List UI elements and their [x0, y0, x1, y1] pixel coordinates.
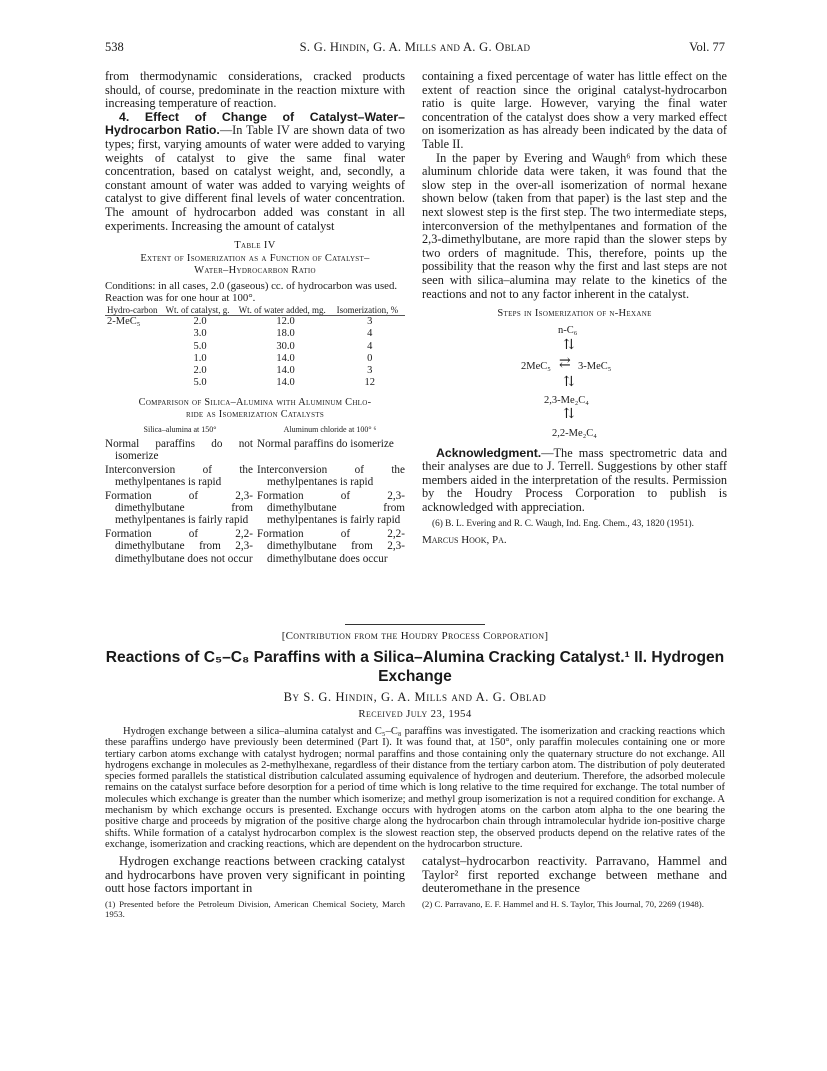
scheme-23-dimethylbutane: 2,3-Me₂C₄: [544, 395, 589, 407]
comparison-cell: Formation of 2,2-dimethylbutane from 2,3-dimethylbutane does occur: [257, 527, 405, 565]
comparison-title-line: Comparison of Silica–Alumina with Aluminum Chlo-: [138, 397, 372, 409]
table-row: [105, 377, 405, 389]
ack-text: —The mass spectrometric data and their analyses are due to J. Terrell. Suggestions by other staff members aided in the interpretation of the results. Permission by the Houdry Process Corporation to publish is acknowledged with appreciation.: [422, 445, 727, 515]
table-cell: [105, 353, 164, 365]
comparison-row: [105, 438, 405, 463]
table-cell: 30.0: [276, 340, 295, 352]
comparison-cell: Formation of 2,2-dimethylbutane from 2,3-dimethylbutane does not occur: [105, 527, 253, 565]
column-header: Wt. of water added, mg.: [237, 306, 335, 316]
table-caption: [105, 253, 405, 277]
table-row: [105, 316, 405, 329]
comparison-title-line: ride as Isomerization Catalysts: [185, 409, 325, 421]
table-cell: 4: [367, 340, 373, 352]
table-cell: 0: [367, 352, 373, 364]
equilibrium-arrow-icon: ⇄: [559, 356, 571, 372]
comparison-cell: Formation of 2,3-dimethylbutane from methylpentanes is fairly rapid: [257, 489, 405, 527]
equilibrium-arrow-icon: ⇅: [563, 338, 575, 354]
comparison-cell: Normal paraffins do isomerize: [257, 438, 394, 451]
table-cell: 2.0: [193, 365, 207, 377]
page-number: 538: [105, 40, 124, 54]
column-header: Hydro-carbon: [105, 306, 164, 316]
scheme-3-methylpentane: 3-MeC₅: [578, 361, 612, 373]
table-cell: 3.0: [193, 328, 207, 340]
table-caption-line: Water–Hydrocarbon Ratio: [194, 264, 316, 276]
volume-label: Vol. 77: [689, 40, 725, 54]
table-cell: [105, 328, 164, 340]
section-heading: 4. Effect of Change of Catalyst–Water–Hydrocarbon Ratio.: [105, 109, 405, 138]
comparison-subheader: Aluminum chloride at 100° ⁶: [283, 425, 377, 435]
left-column: [105, 70, 405, 566]
paragraph: In the paper by Evering and Waugh⁶ from which these aluminum chloride data were taken, it was found that the slow step in the over-all isomerization of normal hexane shown below (taken from that paper) is the last step and the next slowest step is the first step. The two intermediate steps, interconversion of the methylpentanes and formation of the 2,3-dimethylbutane, are more rapid than the slower steps by two orders of magnitude. This, therefore, points up the possibility that the reason why the first and last steps are not seen with silica–alumina may relate to the kinetics of the reactions and not to any factor inherent in the catalyst.: [422, 150, 727, 301]
isomerization-scheme: [422, 322, 727, 430]
table-cell: 12.0: [276, 316, 295, 328]
table-header-row: [105, 306, 405, 316]
contribution-line: [Contribution from the Houdry Process Corporation]: [281, 630, 549, 642]
table-row: [105, 353, 405, 365]
table-cell: 4: [367, 328, 373, 340]
table-cell: 3: [367, 316, 373, 328]
comparison-cell: Interconversion of the methylpentanes is rapid: [257, 463, 405, 489]
table-cell: 5.0: [193, 340, 207, 352]
acknowledgment: [422, 447, 727, 515]
location: Marcus Hook, Pa.: [422, 533, 507, 546]
table-row: [105, 328, 405, 340]
table-conditions: Conditions: in all cases, 2.0 (gaseous) cc. of hydrocarbon was used. Reaction was for one hour at 100°.: [105, 279, 398, 304]
paragraph: Hydrogen exchange reactions between cracking catalyst and hydrocarbons have proven very significant in pointing outt hose factors important in: [105, 854, 405, 896]
scheme-n-hexane: n-C₆: [558, 325, 578, 337]
table-cell: 3: [367, 365, 373, 377]
body-right-column: [422, 855, 727, 909]
abstract: Hydrogen exchange between a silica–alumina catalyst and C₅–C₈ paraffins was investigated. The isomerization and cracking reactions which these paraffins undergo have previously been determined (Part I). It was found that, at 150°, only paraffin molecules containing one or more tertiary carbon atoms exchange with catalyst hydrogen; normal paraffins and those containing only the quaternary structure do not exchange. All hydrogens exchange in molecules as 2-methylhexane, regardless of their distance from the tertiary carbon atom. The distribution of poly deuterated species formed parallels the statistical distribution calculated assuming equivalence of hydrogen and deuterium. Therefore, the adsorbed molecule remains on the catalyst surface before desorption for a period of time which is long relative to the time required for exchange. The total number of molecules which exchange is greater than the number which isomerize; and methyl group isomerization is not a required condition for exchange. A mechanism by which exchange occurs is presented. Exchange occurs with hydrogen atoms on the carbon atom alpha to the one bearing the positive charge and proceeds by migration of the positive charge along the hydrocarbon chain through intramolecular hydride ion-positive charge shifts. While formation of a catalyst hydrocarbon complex is the slowest reaction step, the observed products depend on the relative rates of the exchange, isomerization and cracking reactions, which are dependent on the hydrocarbon structure.: [105, 726, 725, 850]
comparison-row: [105, 528, 405, 565]
comparison-title: [105, 397, 405, 421]
paragraph-text: —In Table IV are shown data of two types; first, varying amounts of water were added to varying weights of catalyst to give the same final water concentration, based on catalyst weight, and, secondly, a constant amount of water was added to varying weights of catalyst to give different final levels of water concentration. The amount of hydrocarbon added was constant in all experiments. Increasing the amount of catalyst: [105, 123, 405, 233]
table-label: Table IV: [234, 240, 276, 252]
right-column: [422, 70, 727, 547]
column-header: Wt. of catalyst, g.: [164, 306, 237, 316]
table-cell: 2-MeC₅: [107, 316, 141, 328]
footnote: (2) C. Parravano, E. F. Hammel and H. S. Taylor, This Journal, 70, 2269 (1948).: [422, 899, 704, 910]
table-cell: [105, 365, 164, 377]
comparison-cell: Formation of 2,3-dimethylbutane from methylpentanes is fairly rapid: [105, 489, 253, 527]
comparison-row: [105, 464, 405, 489]
table-row: [105, 341, 405, 353]
article-title: Reactions of C₅–C₈ Paraffins with a Silica–Alumina Cracking Catalyst.¹ II. Hydrogen Exchange: [105, 649, 725, 685]
table-cell: 5.0: [193, 377, 207, 389]
comparison-subheader: Silica–alumina at 150°: [143, 425, 217, 435]
equilibrium-arrow-icon: ⇅: [563, 407, 575, 423]
scheme-2-methylpentane: 2MeC₅: [521, 361, 551, 373]
comparison-row: [105, 490, 405, 527]
table-cell: 2.0: [193, 316, 207, 328]
page-header: [105, 40, 725, 56]
table-iv: [105, 306, 405, 390]
table-caption-line: Extent of Isomerization as a Function of Catalyst–: [140, 252, 370, 264]
table-cell: 18.0: [276, 328, 295, 340]
received-date: Received July 23, 1954: [358, 708, 472, 720]
body-left-column: [105, 855, 405, 919]
scheme-22-dimethylbutane: 2,2-Me₂C₄: [552, 428, 597, 440]
paragraph: [105, 111, 405, 233]
reference: (6) B. L. Evering and R. C. Waugh, Ind. Eng. Chem., 43, 1820 (1951).: [432, 518, 694, 529]
scheme-title: Steps in Isomerization of n-Hexane: [497, 308, 652, 320]
paragraph: containing a fixed percentage of water has little effect on the extent of reaction since the original catalyst-hydrocarbon ratio is quite large. However, varying the final water concentration of the catalyst does show a very marked effect on isomerization as has already been indicated by the data of Table II.: [422, 69, 727, 151]
ack-heading: Acknowledgment.: [436, 445, 542, 460]
table-cell: 12: [364, 377, 376, 389]
column-header: Isomerization, %: [335, 306, 405, 316]
table-cell: 14.0: [276, 365, 295, 377]
table-cell: 14.0: [276, 352, 295, 364]
table-cell: [105, 341, 164, 353]
table-cell: [105, 377, 164, 389]
table-row: [105, 365, 405, 377]
paragraph: catalyst–hydrocarbon reactivity. Parravano, Hammel and Taylor² first reported exchange between methane and deuteromethane in the presence: [422, 854, 727, 896]
equilibrium-arrow-icon: ⇅: [563, 375, 575, 391]
comparison-subheaders: [105, 423, 405, 437]
comparison-table: [105, 438, 405, 565]
paragraph: from thermodynamic considerations, cracked products should, of course, predominate in the reaction mixture with increasing temperature of reaction.: [105, 69, 405, 111]
byline: By S. G. Hindin, G. A. Mills and A. G. Oblad: [283, 690, 547, 704]
footnote: (1) Presented before the Petroleum Division, American Chemical Society, March 1953.: [105, 899, 405, 920]
running-authors: S. G. Hindin, G. A. Mills and A. G. Oblad: [299, 40, 531, 54]
table-cell: 1.0: [193, 352, 207, 364]
divider: [345, 624, 485, 625]
comparison-cell: Interconversion of the methylpentanes is rapid: [105, 463, 253, 489]
comparison-cell: Normal paraffins do not isomerize: [105, 438, 253, 463]
table-cell: 14.0: [276, 377, 295, 389]
